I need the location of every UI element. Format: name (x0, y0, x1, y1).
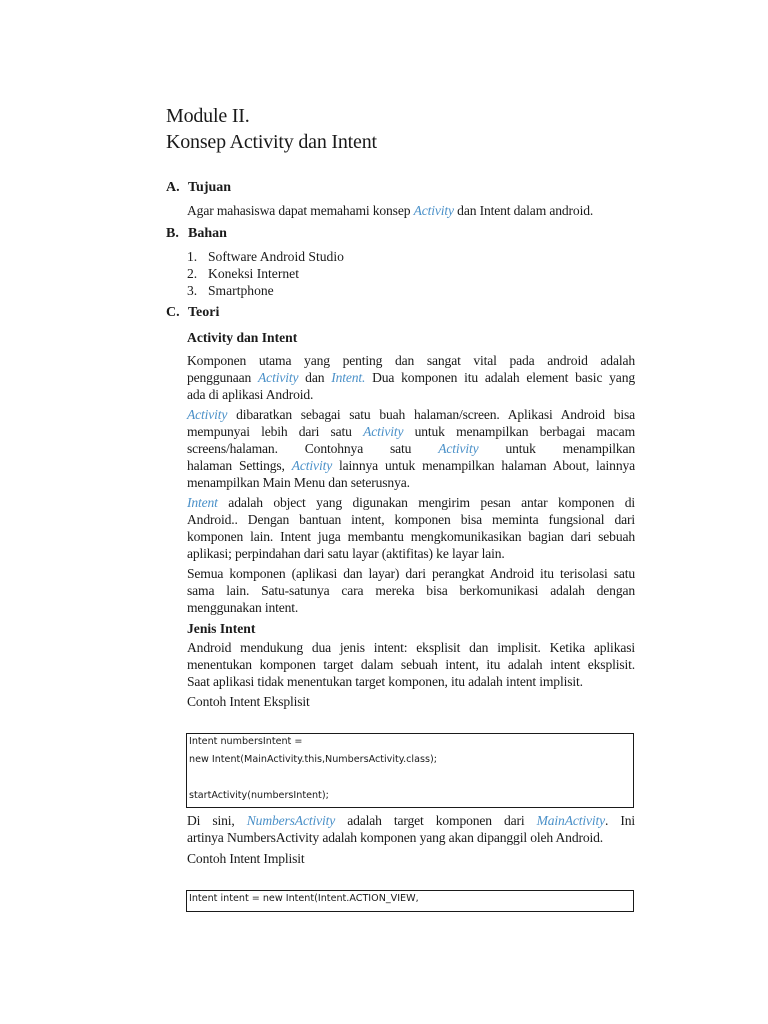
text-line: menentukan komponen target dalam sebuah intent, itu adalah intent eksplisit. (187, 657, 635, 672)
text-span: adalah object yang digunakan mengirim pesan antar komponen di (217, 495, 635, 510)
label-contoh-eksplisit: Contoh Intent Eksplisit (187, 694, 310, 709)
list-text: Koneksi Internet (208, 266, 299, 281)
text-line: aplikasi; perpindahan dari satu layar (aktifitas) ke layar lain. (187, 546, 505, 561)
section-label: Bahan (188, 226, 227, 241)
section-label: Teori (188, 305, 220, 320)
text-span: screens/halaman. Contohnya satu (187, 441, 439, 456)
code-line (189, 772, 631, 790)
text-line: Android.. Dengan bantuan intent, komponen bisa meminta fungsional dari (187, 512, 635, 527)
text-line (187, 812, 635, 829)
list-item (187, 248, 344, 265)
text-span: dan (298, 370, 332, 385)
text-line: sama lain. Satu-satunya cara mereka bisa berkomunikasi adalah dengan (187, 583, 635, 598)
text-span: . Ini (605, 813, 635, 828)
code-line: Intent intent = new Intent(Intent.ACTION_VIEW, (189, 893, 419, 904)
term-activity: Activity (413, 203, 454, 218)
paragraph-intent (187, 494, 635, 562)
section-letter: C. (166, 305, 180, 320)
section-label: Tujuan (188, 180, 232, 195)
list-item (187, 282, 344, 299)
list-text: Software Android Studio (208, 249, 344, 264)
text-line (187, 494, 635, 511)
section-letter: B. (166, 226, 179, 241)
list-number: 1. (187, 249, 198, 264)
section-letter: A. (166, 180, 180, 195)
text-line: ada di aplikasi Android. (187, 387, 314, 402)
paragraph-jenis-intent (187, 639, 635, 690)
subheading-jenis-intent: Jenis Intent (187, 621, 256, 636)
term-intent: Intent. (331, 370, 366, 385)
text-span: untuk menampilkan berbagai macam (403, 424, 635, 439)
text-span: adalah target komponen dari (335, 813, 537, 828)
code-block-eksplisit (186, 733, 634, 808)
paragraph-komponen (187, 352, 635, 403)
text-line: Android mendukung dua jenis intent: eksplisit dan implisit. Ketika aplikasi (187, 640, 635, 655)
paragraph-di-sini (187, 812, 635, 846)
text-span: dibaratkan sebagai satu buah halaman/screen. Aplikasi Android bisa (227, 407, 635, 422)
list-number: 3. (187, 283, 198, 298)
text-line: Semua komponen (aplikasi dan layar) dari perangkat Android itu terisolasi satu (187, 566, 635, 581)
section-b-heading (166, 225, 227, 243)
text-line: komponen lain. Intent juga membantu mengkomunikasikan bagian dari sebuah (187, 529, 635, 544)
text-line (187, 406, 635, 423)
tujuan-post: dan Intent dalam android. (453, 203, 594, 218)
term-numbers-activity: NumbersActivity (246, 813, 336, 828)
section-a-heading (166, 179, 231, 197)
term-activity: Activity (291, 458, 333, 473)
tujuan-text (187, 202, 635, 219)
text-span: mempunyai lebih dari satu (187, 424, 364, 439)
code-block-implisit (186, 890, 634, 912)
module-number: Module II. (166, 105, 250, 127)
term-activity: Activity (258, 370, 299, 385)
text-line (187, 457, 635, 474)
term-activity: Activity (363, 424, 404, 439)
text-span: halaman Settings, (187, 458, 292, 473)
code-line: new Intent(MainActivity.this,NumbersActivity.class); (189, 754, 437, 765)
paragraph-activity (187, 406, 635, 491)
module-title: Konsep Activity dan Intent (166, 131, 377, 153)
text-span: Di sini, (187, 813, 247, 828)
code-line: startActivity(numbersIntent); (189, 790, 329, 801)
term-activity: Activity (187, 407, 228, 422)
text-span: penggunaan (187, 370, 259, 385)
code-line: Intent numbersIntent = (189, 736, 303, 747)
text-line: Saat aplikasi tidak menentukan target komponen, itu adalah intent implisit. (187, 674, 583, 689)
term-activity: Activity (438, 441, 479, 456)
label-contoh-implisit: Contoh Intent Implisit (187, 851, 305, 866)
text-line (187, 440, 635, 457)
tujuan-pre: Agar mahasiswa dapat memahami konsep (187, 203, 414, 218)
text-line (187, 369, 635, 386)
list-number: 2. (187, 266, 198, 281)
list-item (187, 265, 344, 282)
text-span: lainnya untuk menampilkan halaman About, lainnya (332, 458, 635, 473)
text-span: untuk menampilkan (478, 441, 635, 456)
text-line: artinya NumbersActivity adalah komponen yang akan dipanggil oleh Android. (187, 830, 604, 845)
text-line (187, 423, 635, 440)
bahan-list (187, 248, 344, 299)
text-span: Dua komponen itu adalah element basic yang (365, 370, 635, 385)
term-main-activity: MainActivity (536, 813, 606, 828)
text-line: Komponen utama yang penting dan sangat vital pada android adalah (187, 353, 635, 368)
text-line: menggunakan intent. (187, 600, 299, 615)
list-text: Smartphone (208, 283, 274, 298)
paragraph-semua-komponen (187, 565, 635, 616)
section-c-heading (166, 304, 219, 322)
subheading-activity-intent: Activity dan Intent (187, 330, 298, 345)
text-line: menampilkan Main Menu dan seterusnya. (187, 475, 410, 490)
term-intent: Intent (187, 495, 218, 510)
